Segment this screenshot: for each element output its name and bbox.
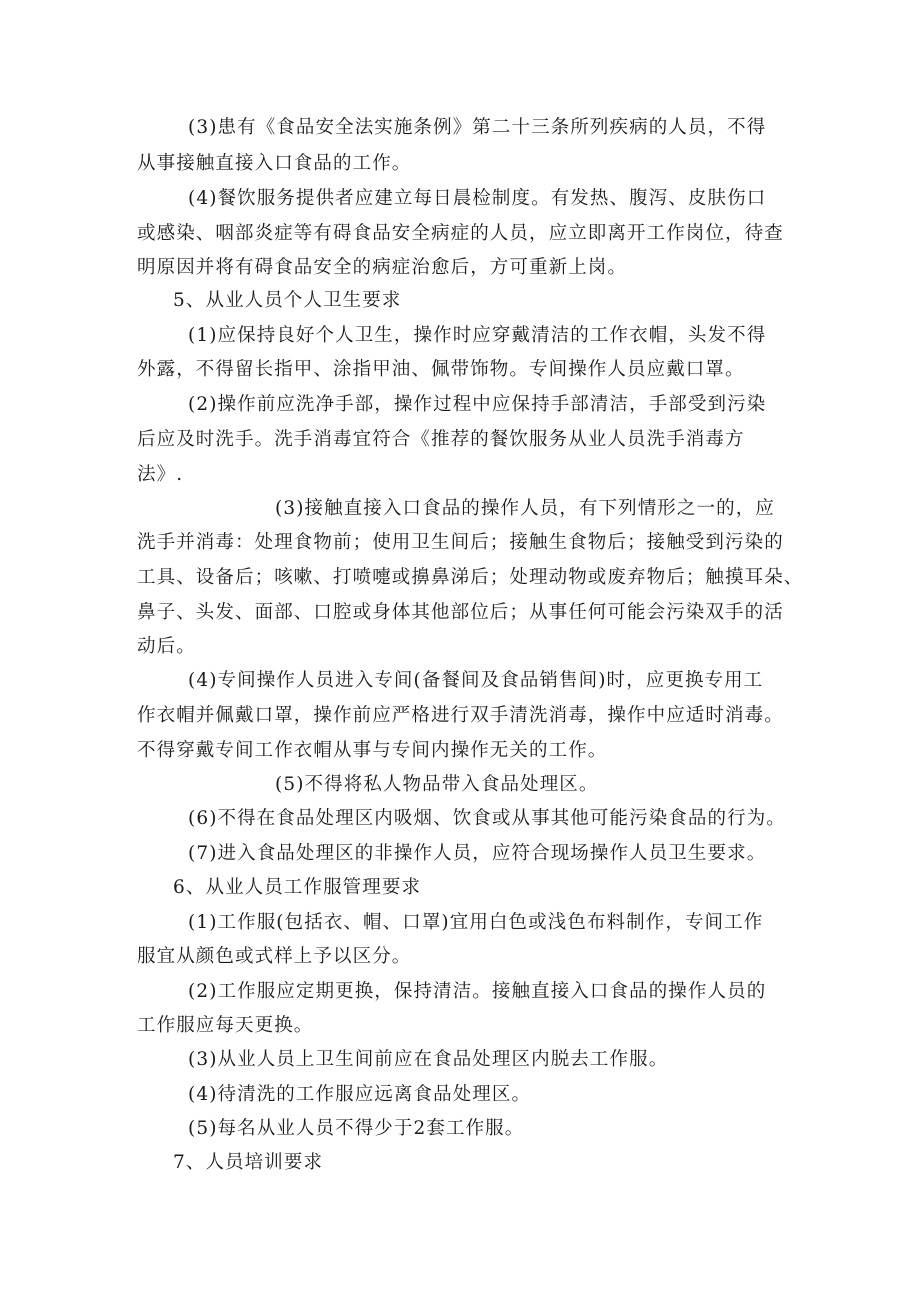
text-line: (5)每名从业人员不得少于2套工作服。 [188,1118,525,1139]
text-line: (2)工作服应定期更换，保持清洁。接触直接入口食品的操作人员的 [188,981,767,1002]
text-line: 后应及时洗手。洗手消毒宜符合《推荐的餐饮服务从业人员洗手消毒方 [137,429,745,450]
text-line: (6)不得在食品处理区内吸烟、饮食或从事其他可能污染食品的行为。 [188,808,786,829]
text-line: 不得穿戴专间工作衣帽从事与专间内操作无关的工作。 [137,740,608,761]
text-line: (1)工作服(包括衣、帽、口罩)宜用白色或浅色布料制作，专间工作 [188,912,764,933]
text-line: 洗手并消毒：处理食物前；使用卫生间后；接触生食物后；接触受到污染的 [137,532,784,553]
section-heading: 5、从业人员个人卫生要求 [173,290,402,311]
text-line: 或感染、咽部炎症等有碍食品安全病症的人员，应立即离开工作岗位，待查 [137,223,784,244]
text-line: (4)待清洗的工作服应远离食品处理区。 [188,1084,532,1105]
section-heading: 6、从业人员工作服管理要求 [173,877,422,898]
section-heading: 7、人员培训要求 [173,1152,324,1173]
text-line: (1)应保持良好个人卫生，操作时应穿戴清洁的工作衣帽，头发不得 [188,325,767,346]
text-line: 法》. [137,464,184,485]
text-line: 作衣帽并佩戴口罩，操作前应严格进行双手清洗消毒，操作中应适时消毒。 [137,705,784,726]
text-line: 鼻子、头发、面部、口腔或身体其他部位后；从事任何可能会污染双手的活 [137,602,784,623]
text-line: 工作服应每天更换。 [137,1015,314,1036]
text-line: (3)从业人员上卫生间前应在食品处理区内脱去工作服。 [188,1049,669,1070]
text-line: 服宜从颜色或式样上予以区分。 [137,946,412,967]
text-line: 从事接触直接入口食品的工作。 [137,153,412,174]
text-line: (7)进入食品处理区的非操作人员，应符合现场操作人员卫生要求。 [188,843,767,864]
text-line: (4)餐饮服务提供者应建立每日晨检制度。有发热、腹泻、皮肤伤口 [188,188,767,209]
text-line: (5)不得将私人物品带入食品处理区。 [275,774,599,795]
text-line: 明原因并将有碍食品安全的病症治愈后，方可重新上岗。 [137,257,628,278]
text-line: (3)接触直接入口食品的操作人员，有下列情形之一的，应 [275,498,775,519]
text-line: 工具、设备后；咳嗽、打喷嚏或擤鼻涕后；处理动物或废弃物后；触摸耳朵、 [137,567,804,588]
text-line: (4)专间操作人员进入专间(备餐间及食品销售间)时，应更换专用工 [188,670,764,691]
text-line: (3)患有《食品安全法实施条例》第二十三条所列疾病的人员，不得 [188,117,767,138]
text-line: 外露，不得留长指甲、涂指甲油、佩带饰物。专间操作人员应戴口罩。 [137,359,745,380]
text-line: (2)操作前应洗净手部，操作过程中应保持手部清洁，手部受到污染 [188,394,767,415]
text-line: 动后。 [137,636,196,657]
